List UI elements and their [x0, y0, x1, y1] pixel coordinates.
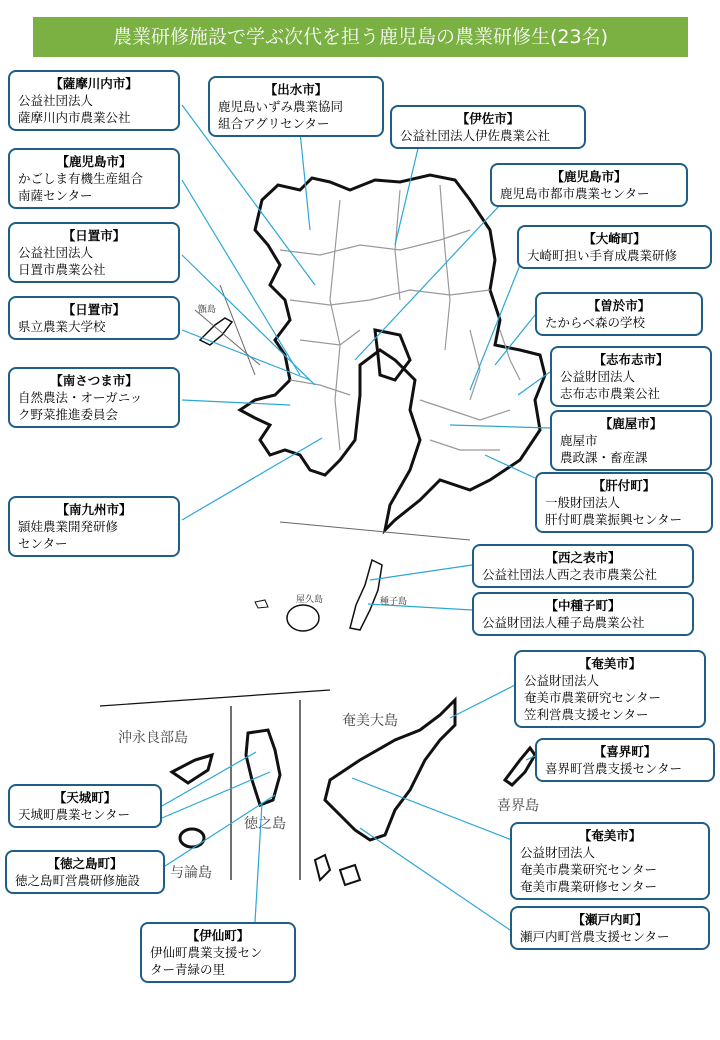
facility-head: 【伊佐市】 [456, 111, 520, 126]
facility-osaki [517, 225, 712, 269]
facility-kagoshima-2 [490, 163, 688, 207]
facility-line: 公益社団法人伊佐農業公社 [400, 128, 551, 143]
facility-amami-2 [510, 822, 710, 900]
facility-head: 【鹿児島市】 [56, 154, 132, 169]
facility-line: 鹿屋市 [560, 433, 598, 448]
facility-head: 【瀬戸内町】 [572, 912, 648, 927]
facility-line: 奄美市農業研修センター [520, 879, 658, 894]
facility-head: 【鹿屋市】 [599, 416, 663, 431]
facility-satsumasendai [8, 70, 180, 131]
facility-line: 鹿児島市都市農業センター [500, 186, 650, 201]
facility-line: 公益社団法人 [18, 245, 94, 260]
facility-head: 【薩摩川内市】 [50, 76, 138, 91]
facility-head: 【南さつま市】 [50, 373, 138, 388]
facility-kagoshima-1 [8, 148, 180, 209]
facility-head: 【天城町】 [53, 790, 117, 805]
facility-head: 【志布志市】 [593, 352, 669, 367]
facility-head: 【鹿児島市】 [551, 169, 627, 184]
facility-line: 自然農法・オーガニッ [18, 390, 143, 405]
facility-head: 【奄美市】 [578, 828, 642, 843]
facility-line: 奄美市農業研究センター [520, 862, 658, 877]
facility-head: 【大崎町】 [583, 231, 646, 246]
facility-izumi [208, 76, 384, 137]
facility-head: 【中種子町】 [545, 598, 621, 613]
label-tanegashima: 種子島 [380, 597, 408, 607]
tanegashima-shape [350, 560, 382, 630]
tokunoshima-shape [246, 730, 280, 805]
facility-hioki-1 [8, 222, 180, 283]
facility-kimotsuki [535, 472, 713, 533]
facility-head: 【徳之島町】 [47, 856, 123, 871]
facility-line: 笠利営農支援センター [524, 707, 649, 722]
facility-head: 【喜界町】 [593, 744, 657, 759]
facility-line: 大崎町担い手育成農業研修 [527, 248, 678, 263]
label-yoron: 与論島 [170, 865, 212, 881]
facility-isen [140, 922, 296, 983]
facility-tokunoshimacho [5, 850, 165, 894]
facility-soo [535, 292, 703, 336]
label-okinoerabu: 沖永良部島 [118, 730, 188, 746]
facility-nishinoomote [472, 544, 694, 588]
facility-head: 【日置市】 [62, 302, 126, 317]
facility-head: 【南九州市】 [56, 502, 132, 517]
map-title: 農業研修施設で学ぶ次代を担う鹿児島の農業研修生(23名) [33, 17, 688, 57]
facility-head: 【伊仙町】 [186, 928, 250, 943]
facility-line: 瀬戸内町営農支援センター [520, 929, 670, 944]
facility-line: 県立農業大学校 [18, 319, 106, 334]
facility-line: 喜界町営農支援センター [545, 761, 683, 776]
facility-line: 薩摩川内市農業公社 [18, 110, 131, 125]
facility-setouchi [510, 906, 710, 950]
facility-amami-1 [514, 650, 706, 728]
facility-isa [390, 105, 586, 149]
facility-line: 鹿児島いずみ農業協同 [218, 99, 344, 114]
facility-kanoya [550, 410, 712, 471]
facility-line: 日置市農業公社 [18, 262, 106, 277]
facility-line: センター [18, 536, 68, 551]
facility-line: 奄美市農業研究センター [524, 690, 662, 705]
facility-nakatane [472, 592, 694, 636]
facility-minamikyushu [8, 496, 180, 557]
label-koshiki: 甑島 [198, 305, 217, 315]
facility-line: 公益社団法人西之表市農業公社 [482, 567, 658, 582]
facility-line: 農政課・畜産課 [560, 450, 648, 465]
facility-line: 頴娃農業開発研修 [18, 519, 119, 534]
facility-line: 公益財団法人種子島農業公社 [482, 615, 645, 630]
facility-line: 肝付町農業振興センター [545, 512, 683, 527]
facility-line: ク野菜推進委員会 [18, 407, 119, 422]
facility-head: 【西之表市】 [545, 550, 621, 565]
facility-line: 徳之島町営農研修施設 [15, 873, 141, 888]
facility-line: 伊仙町農業支援セン [150, 945, 263, 960]
facility-line: 公益財団法人 [560, 369, 636, 384]
facility-shibushi [550, 346, 712, 407]
label-yakushima: 屋久島 [296, 595, 324, 605]
facility-head: 【出水市】 [264, 82, 328, 97]
leader-lines [162, 105, 550, 930]
label-kikai: 喜界島 [497, 798, 539, 814]
facility-line: 組合アグリセンター [218, 116, 330, 131]
koshiki-islands [200, 318, 232, 345]
facility-head: 【肝付町】 [592, 478, 656, 493]
kagoshima-bay [375, 330, 410, 380]
facility-head: 【曽於市】 [587, 298, 651, 313]
facility-head: 【日置市】 [62, 228, 126, 243]
facility-line: 一般財団法人 [545, 495, 621, 510]
facility-head: 【奄美市】 [578, 656, 642, 671]
facility-line: 天城町農業センター [18, 807, 131, 822]
facility-line: かごしま有機生産組合 [18, 171, 144, 186]
label-amami-oshima: 奄美大島 [342, 713, 398, 729]
yoron-shape [180, 829, 204, 847]
facility-line: 南薩センター [18, 188, 93, 203]
facility-kikaicho [535, 738, 715, 782]
facility-line: 志布志市農業公社 [560, 386, 661, 401]
facility-minamisatsuma [8, 367, 180, 428]
facility-line: 公益社団法人 [18, 93, 94, 108]
kikai-shape [505, 748, 535, 785]
facility-amagi [8, 784, 162, 828]
okinoerabu-shape [172, 755, 212, 783]
facility-line: 公益財団法人 [520, 845, 596, 860]
facility-line: ター青緑の里 [150, 962, 226, 977]
facility-line: たからべ森の学校 [545, 315, 646, 330]
facility-line: 公益財団法人 [524, 673, 600, 688]
facility-hioki-2 [8, 296, 180, 340]
yakushima-shape [287, 605, 319, 631]
label-tokunoshima: 徳之島 [244, 816, 286, 832]
